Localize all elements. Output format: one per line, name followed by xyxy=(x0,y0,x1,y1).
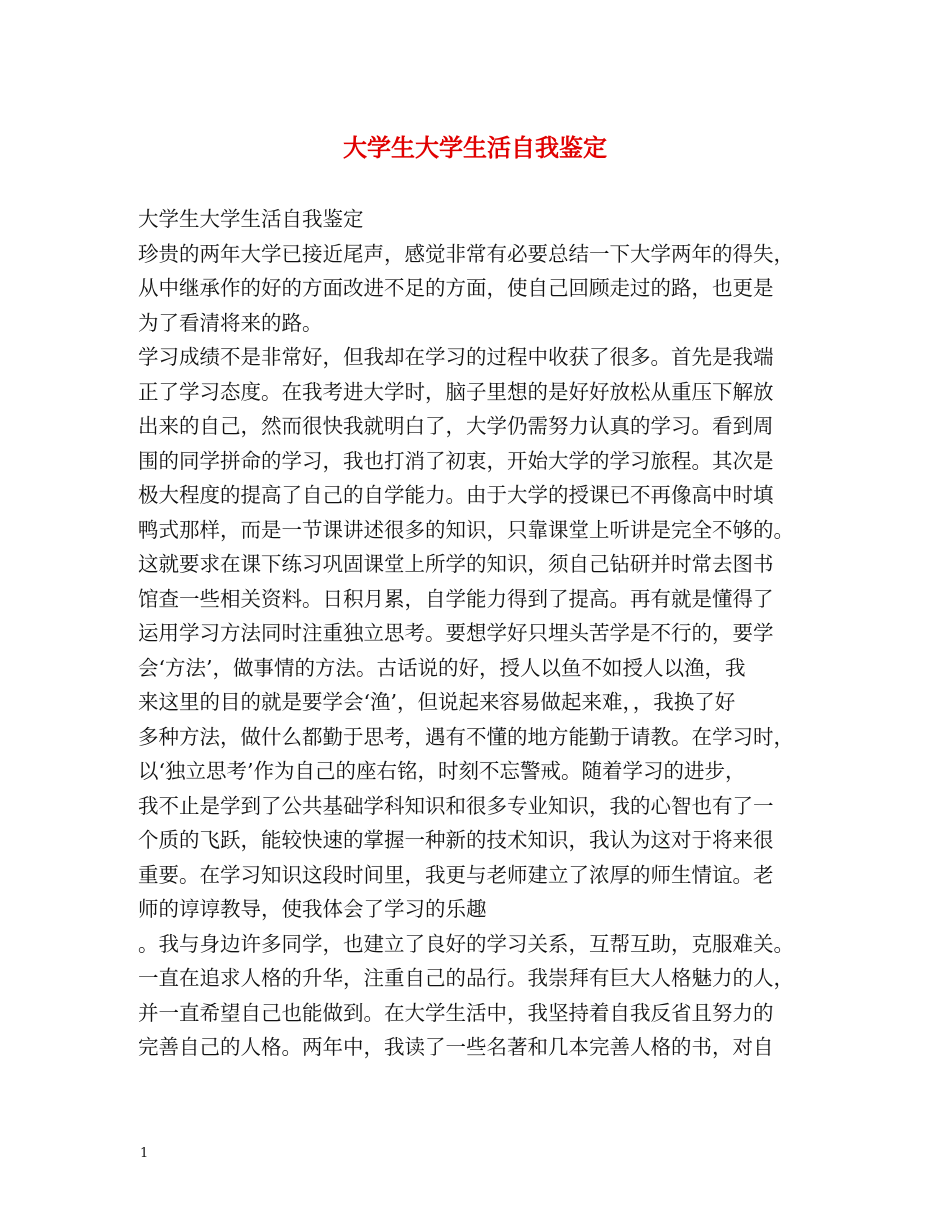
text-line: 这就要求在课下练习巩固课堂上所学的知识，须自己钻研并时常去图书 xyxy=(138,552,774,576)
text-line: 以‘独立思考’作为自己的座右铭，时刻不忘警戒。随着学习的进步， xyxy=(138,759,746,783)
text-line: 珍贵的两年大学已接近尾声，感觉非常有必要总结一下大学两年的得失， xyxy=(138,241,794,266)
text-line: 多种方法，做什么都勤于思考，遇有不懂的地方能勤于请教。在学习时， xyxy=(138,724,794,749)
text-line: 出来的自己，然而很快我就明白了，大学仍需努力认真的学习。看到周 xyxy=(138,414,774,438)
text-line: 极大程度的提高了自己的自学能力。由于大学的授课已不再像高中时填 xyxy=(138,483,774,507)
text-line: 我不止是学到了公共基础学科知识和很多专业知识，我的心智也有了一 xyxy=(138,793,774,818)
text-line: 为了看清将来的路。 xyxy=(138,310,323,335)
text-line: 个质的飞跃，能较快速的掌握一种新的技术知识，我认为这对于将来很 xyxy=(138,828,774,852)
text-line: 正了学习态度。在我考进大学时，脑子里想的是好好放松从重压下解放 xyxy=(138,379,774,404)
text-line: 学习成绩不是非常好，但我却在学习的过程中收获了很多。首先是我端 xyxy=(138,345,774,369)
text-line: 围的同学拼命的学习，我也打消了初衷，开始大学的学习旅程。其次是 xyxy=(138,448,774,473)
text-line: 大学生大学生活自我鉴定 xyxy=(138,207,364,231)
text-line: 馆查一些相关资料。日积月累，自学能力得到了提高。再有就是懂得了 xyxy=(138,586,774,611)
page-number: 1 xyxy=(140,1146,149,1161)
text-line: 运用学习方法同时注重独立思考。要想学好只埋头苦学是不行的，要学 xyxy=(138,621,774,645)
text-line: 一直在追求人格的升华，注重自己的品行。我崇拜有巨大人格魅力的人， xyxy=(138,966,794,990)
text-line: 会‘方法’，做事情的方法。古话说的好，授人以鱼不如授人以渔，我 xyxy=(138,655,746,680)
text-line: 鸭式那样，而是一节课讲述很多的知识，只靠课堂上听讲是完全不够的。 xyxy=(138,517,794,542)
text-line: 。我与身边许多同学，也建立了良好的学习关系，互帮互助，克服难关。 xyxy=(138,931,794,956)
text-line: 师的谆谆教导，使我体会了学习的乐趣 xyxy=(138,897,487,921)
text-line: 来这里的目的就是要学会‘渔’，但说起来容易做起来难，，我换了好 xyxy=(138,690,736,714)
text-line: 重要。在学习知识这段时间里，我更与老师建立了浓厚的师生情谊。老 xyxy=(138,862,774,887)
text-line: 并一直希望自己也能做到。在大学生活中，我坚持着自我反省且努力的 xyxy=(138,1000,774,1025)
text-line: 完善自己的人格。两年中，我读了一些名著和几本完善人格的书，对自 xyxy=(138,1035,774,1059)
document-title: 大学生大学生活自我鉴定 xyxy=(343,133,607,162)
document-body xyxy=(138,202,828,1065)
text-line: 从中继承作的好的方面改进不足的方面，使自己回顾走过的路，也更是 xyxy=(138,276,774,300)
